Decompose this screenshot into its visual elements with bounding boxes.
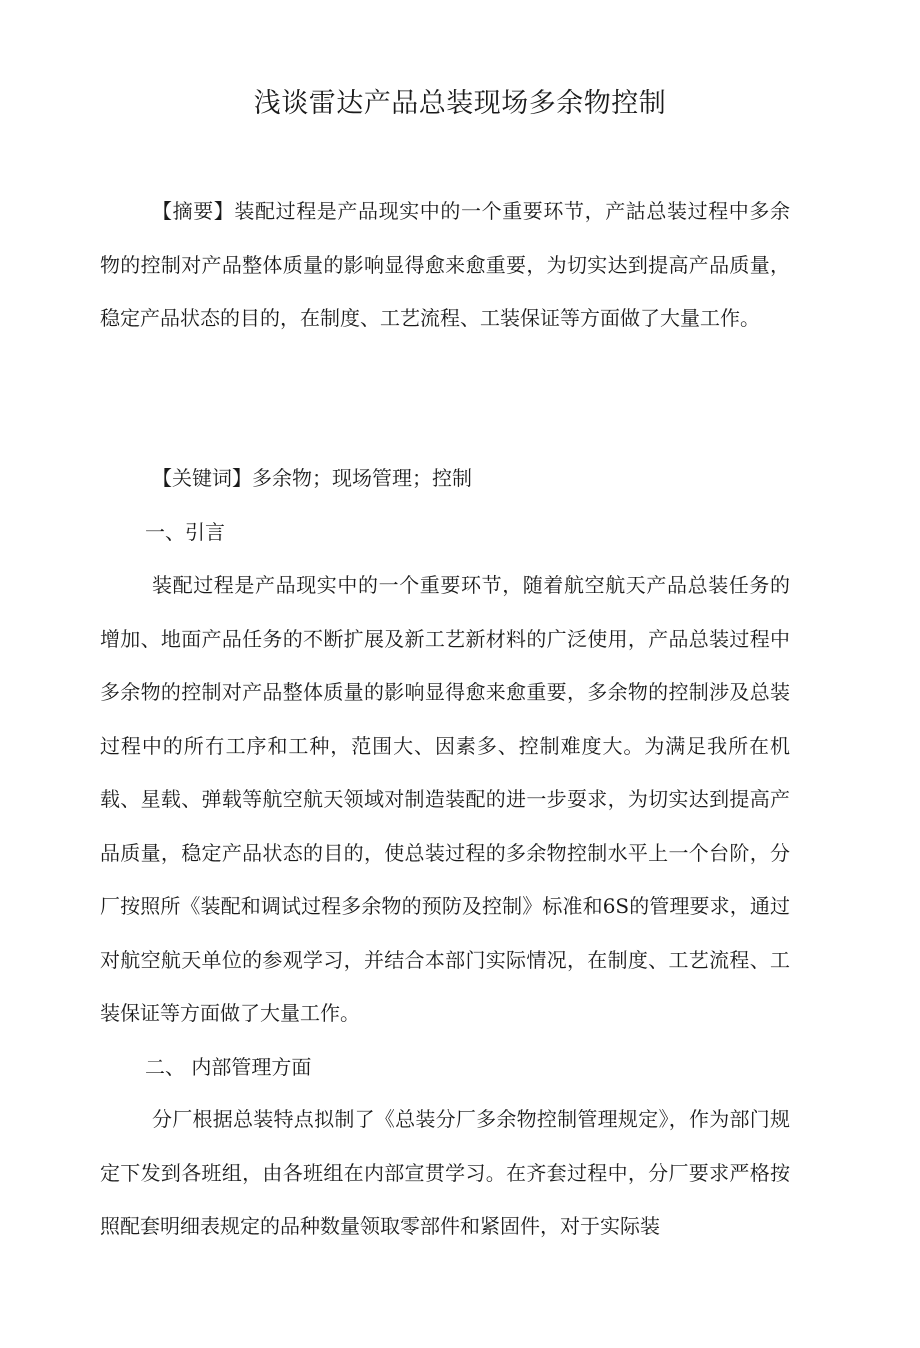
document-title: 浅谈雷达产品总装现场多余物控制 [253,88,667,119]
keywords-label: 【关键词】 [152,466,252,490]
section-heading-introduction: 一、引言 [145,520,225,544]
section-body-internal-management: 分厂根据总装特点拟制了《总装分厂多余物控制管理规定》，作为部门规定下发到各班组，由各班组在内部宣贯学习。在齐套过程中，分厂要求严格按照配套明细表规定的品种数量领取零部件和紧固件，对于实际装 [100,1107,790,1238]
keywords-text: 多余物；现场管理；控制 [252,466,472,490]
section-heading-internal-management: 二、 内部管理方面 [145,1055,312,1079]
abstract-label: 【摘要】 [152,199,235,223]
section-body-introduction: 装配过程是产品现实中的一个重要环节，随着航空航天产品总装任务的增加、地面产品任务的不断扩展及新工艺新材料的广泛使用，产品总装过程中多余物的控制对产品整体质量的影响显得愈来愈重要，多余物的控制涉及总装过程中的所冇工序和工种，范围大、因素多、控制难度大。为满足我所在机载、星载、弹载等航空航天领域对制造装配的进一步耍求，为切实达到提高产品质量，稳定产品状态的目的，使总装过程的多余物控制水平上一个台阶，分厂按照所《装配和调试过程多余物的预防及控制》标准和6S的管理要求，通过对航空航天单位的参观学习，并结合本部门实际情况，在制度、工艺流程、工装保证等方面做了大量工作。 [100,573,790,1025]
abstract-text: 装配过程是产品现实中的一个重要环节，产詁总装过程中多余物的控制对产品整体质量的影响显得愈来愈重要，为切实达到提高产品质量，稳定产品状态的目的，在制度、工艺流程、工装保证等方面做了大量工作。 [100,199,791,330]
abstract-paragraph [100,185,790,346]
keywords-line [152,458,472,498]
